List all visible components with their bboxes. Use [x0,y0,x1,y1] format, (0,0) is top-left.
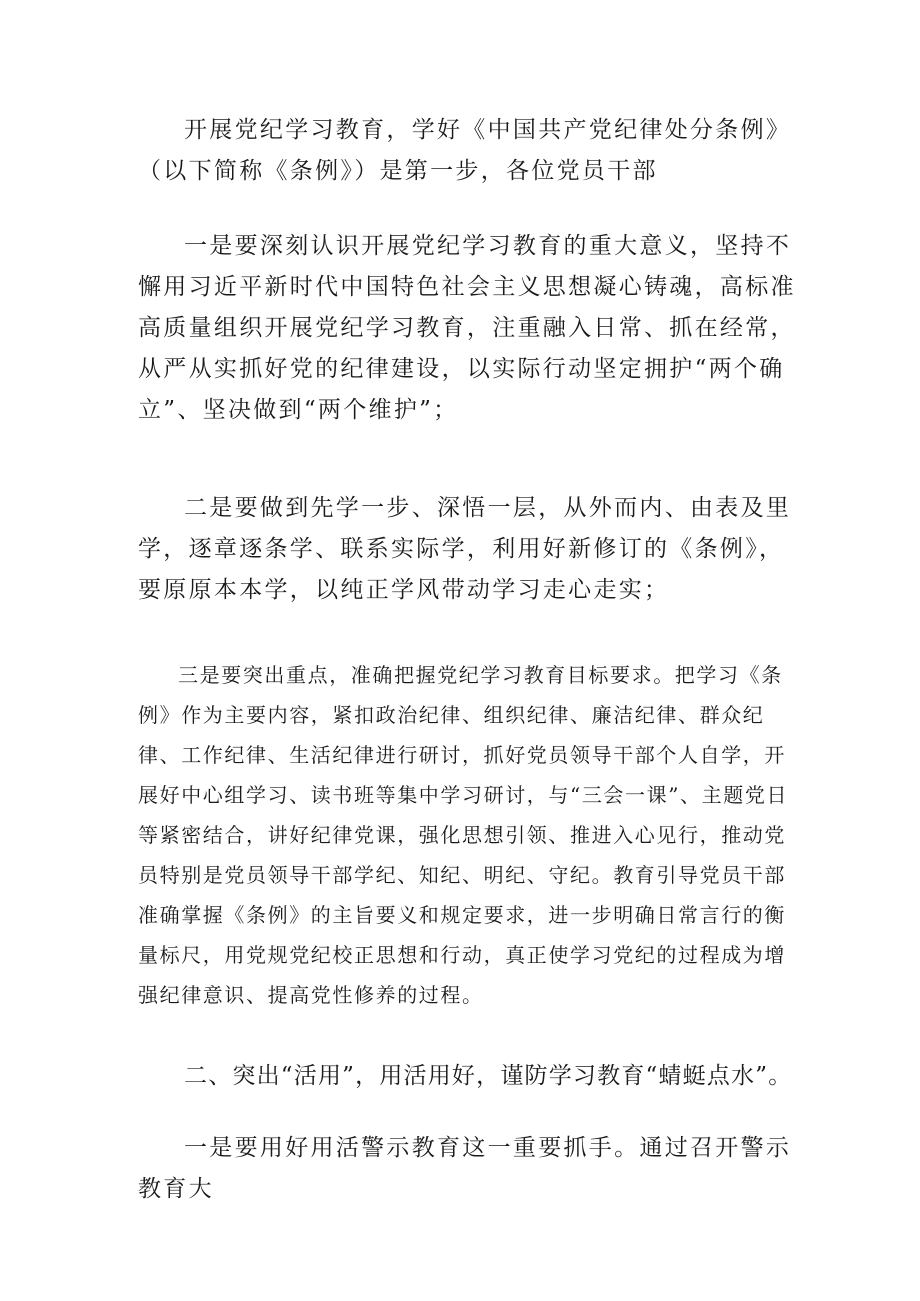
section-heading-two: 二、突出“活用”，用活用好，谨防学习教育“蜻蜓点水”。 [184,1063,793,1089]
paragraph-intro: 开展党纪学习教育，学好《中国共产党纪律处分条例》（以下简称《条例》）是第一步，各位党员干部 [138,117,792,184]
paragraph-point-three: 三是要突出重点，准确把握党纪学习教育目标要求。把学习《条例》作为主要内容，紧扣政治纪律、组织纪律、廉洁纪律、群众纪律、工作纪律、生活纪律进行研讨，抓好党员领导干部个人自学，开展好中心组学习、读书班等集中学习研讨，与“三会一课”、主题党日等紧密结合，讲好纪律党课，强化思想引领、推进入心见行，推动党员特别是党员领导干部学纪、知纪、明纪、守纪。教育引导党员干部准确掌握《条例》的主旨要义和规定要求，进一步明确日常言行的衡量标尺，用党规党纪校正思想和行动，真正使学习党纪的过程成为增强纪律意识、提高党性修养的过程。 [138,663,789,1007]
paragraph-point-one: 一是要深刻认识开展党纪学习教育的重大意义，坚持不懈用习近平新时代中国特色社会主义思想凝心铸魂，高标准高质量组织开展党纪学习教育，注重融入日常、抓在经常，从严从实抓好党的纪律建设，以实际行动坚定拥护“两个确立”、坚决做到“两个维护”； [138,233,796,423]
paragraph-section-two-point-one: 一是要用好用活警示教育这一重要抓手。通过召开警示教育大 [138,1135,792,1202]
paragraph-point-two: 二是要做到先学一步、深悟一层，从外而内、由表及里学，逐章逐条学、联系实际学，利用好新修订的《条例》，要原原本本学，以纯正学风带动学习走心走实； [138,495,792,603]
